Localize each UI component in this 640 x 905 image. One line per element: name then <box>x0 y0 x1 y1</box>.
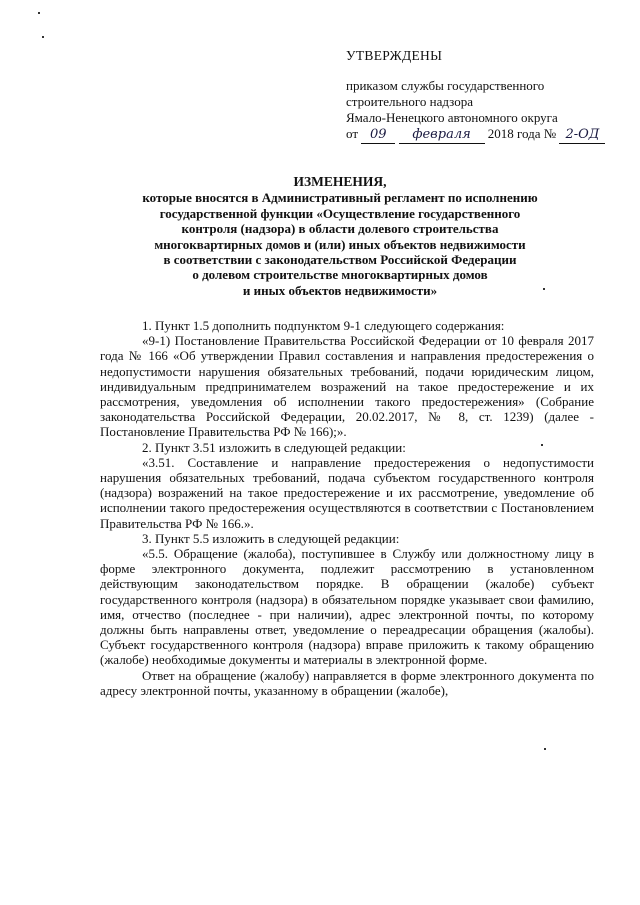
title-line: в соответствии с законодательством Российской Федерации <box>163 252 517 268</box>
paragraph: 1. Пункт 1.5 дополнить подпунктом 9-1 следующего содержания: <box>142 318 505 333</box>
title-line: которые вносятся в Административный регламент по исполнению <box>142 190 538 206</box>
document-body <box>100 318 594 698</box>
title-line: контроля (надзора) в области долевого строительства <box>181 221 499 237</box>
handwritten-order-number: 2-ОД <box>559 127 605 144</box>
paragraph: «5.5. Обращение (жалоба), поступившее в Службу или должностному лицу в форме электронного документа, подлежит рассмотрению в установленном действующим законодательством порядке. В обращении (жалобе) субъект государственного контроля (надзора) в обязательном порядке указывает свои фамилию, имя, отчество (последнее - при наличии), адрес электронной почты, по которому должны быть направлены ответ, уведомление о переадресации обращения (жалобы). Субъект государственного контроля (надзора) вправе приложить к такому обращению (жалобе) необходимые документы и материалы в электронной форме. <box>100 546 594 668</box>
approval-heading: УТВЕРЖДЕНЫ <box>346 48 443 63</box>
title-line: государственной функции «Осуществление государственного <box>159 205 521 221</box>
paragraph: «9-1) Постановление Правительства Российской Федерации от 10 февраля 2017 года № 166 «Об утверждении Правил составления и направления предостережения о недопустимости нарушения обязательных требований, подачи юридическим лицом, индивидуальным предпринимателем возражений на такое предостережение и их рассмотрения, уведомления об исполнении такого предостережения» (Собрание законодательства Российской Федерации, 20.02.2017, № 8, ст. 1239) (далее - Постановление Правительства РФ № 166);». <box>100 333 594 440</box>
paragraph: 2. Пункт 3.51 изложить в следующей редакции: <box>142 439 406 455</box>
approval-line: Ямало-Ненецкого автономного округа <box>346 110 558 125</box>
document-title <box>80 174 600 298</box>
title-main: ИЗМЕНЕНИЯ, <box>293 174 387 189</box>
date-year: 2018 года № <box>487 126 557 141</box>
date-prefix: от <box>346 126 359 141</box>
paragraph: «3.51. Составление и направление предостережения о недопустимости нарушения обязательных требований, подача субъектом государственного контроля (надзора) возражений на такое предостережение и их рассмотрение, уведомление об исполнении такого предостережения осуществляются в соответствии с Постановлением Правительства РФ № 166.». <box>100 454 594 531</box>
approval-line: приказом службы государственного <box>346 78 545 93</box>
title-line: и иных объектов недвижимости» <box>242 282 438 298</box>
approval-date-line <box>346 126 626 144</box>
handwritten-month: февраля <box>399 127 485 144</box>
scan-speck <box>544 748 546 750</box>
approval-block <box>346 48 626 144</box>
scan-speck <box>38 12 40 14</box>
scan-speck <box>42 36 44 38</box>
paragraph: Ответ на обращение (жалобу) направляется в форме электронного документа по адресу электронной почты, указанному в обращении (жалобе), <box>100 667 594 698</box>
title-line: о долевом строительстве многоквартирных домов <box>192 267 488 283</box>
handwritten-day: 09 <box>361 127 395 144</box>
paragraph: 3. Пункт 5.5 изложить в следующей редакции: <box>142 530 400 546</box>
approval-line: строительного надзора <box>346 94 473 109</box>
title-line: многоквартирных домов и (или) иных объектов недвижимости <box>154 236 526 252</box>
